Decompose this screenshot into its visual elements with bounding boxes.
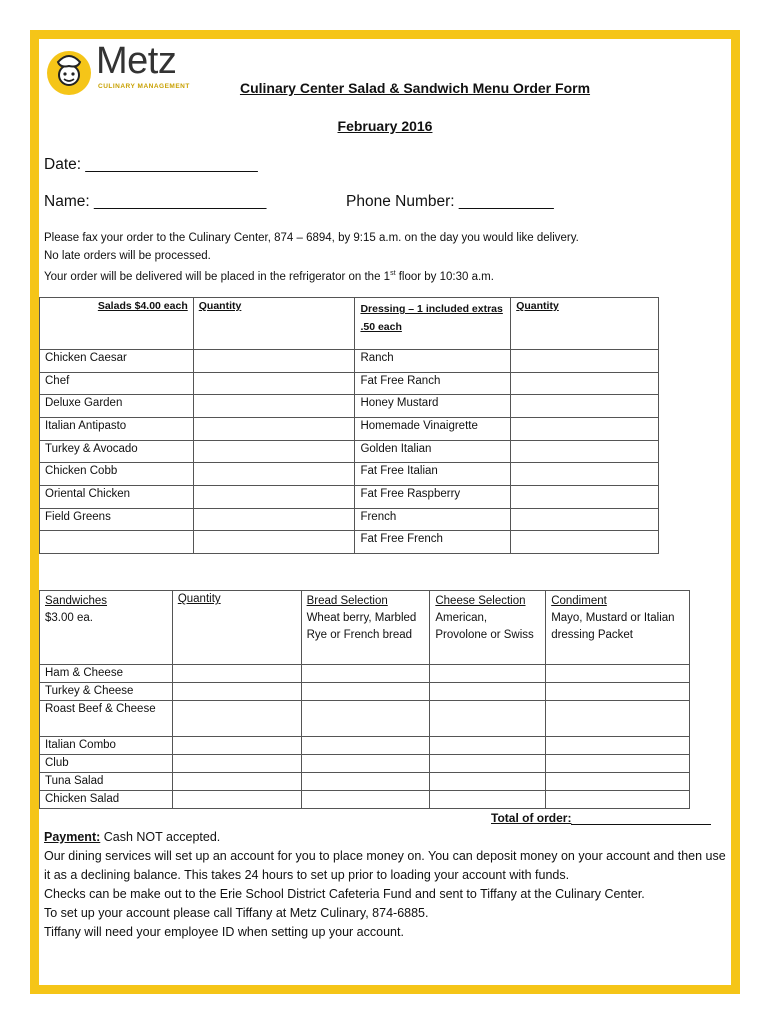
- cheese-cell[interactable]: [430, 773, 546, 791]
- cheese-cell[interactable]: [430, 737, 546, 755]
- salad-row: [40, 508, 659, 531]
- sandwich-name: Roast Beef & Cheese: [40, 701, 173, 737]
- sandwich-quantity-cell[interactable]: [172, 773, 301, 791]
- dressing-name: Fat Free Raspberry: [355, 485, 511, 508]
- condiment-cell[interactable]: [546, 683, 690, 701]
- dressing-quantity-cell[interactable]: [511, 417, 659, 440]
- condiment-cell[interactable]: [546, 701, 690, 737]
- cheese-cell[interactable]: [430, 683, 546, 701]
- cheese-cell[interactable]: [430, 755, 546, 773]
- sandwich-row: [40, 755, 690, 773]
- sandwich-row: [40, 773, 690, 791]
- cheese-cell[interactable]: [430, 701, 546, 737]
- dressing-quantity-cell[interactable]: [511, 395, 659, 418]
- dressing-col-header: Dressing – 1 included extras .50 each: [355, 298, 511, 350]
- salad-order-table: [39, 297, 659, 554]
- sandwich-quantity-cell[interactable]: [172, 737, 301, 755]
- bread-cell[interactable]: [301, 683, 430, 701]
- salad-quantity-cell[interactable]: [193, 440, 355, 463]
- sandwich-name: Tuna Salad: [40, 773, 173, 791]
- quantity-col-header: Quantity: [193, 298, 355, 350]
- salad-col-header: Salads $4.00 each: [40, 298, 194, 350]
- condiment-cell[interactable]: [546, 737, 690, 755]
- salad-name: Deluxe Garden: [40, 395, 194, 418]
- cheese-cell[interactable]: [430, 665, 546, 683]
- dressing-name: Golden Italian: [355, 440, 511, 463]
- payment-account-info: Our dining services will set up an account for you to place money on. You can deposit money on your account and then use it as a declining balance. This takes 24 hours to set up prior to loading your account with funds.: [44, 849, 726, 882]
- sandwich-header-row: [40, 591, 690, 665]
- bread-cell[interactable]: [301, 791, 430, 809]
- dressing-quantity-cell[interactable]: [511, 485, 659, 508]
- salad-row: [40, 372, 659, 395]
- sandwich-row: [40, 665, 690, 683]
- cheese-header: Cheese Selection: [435, 595, 526, 607]
- salad-name: Italian Antipasto: [40, 417, 194, 440]
- name-field[interactable]: Name: ____________________: [44, 193, 267, 210]
- dressing-quantity-col-header: Quantity: [511, 298, 659, 350]
- payment-employee-id-info: Tiffany will need your employee ID when setting up your account.: [44, 925, 404, 939]
- dressing-quantity-cell[interactable]: [511, 463, 659, 486]
- salad-name: Oriental Chicken: [40, 485, 194, 508]
- dressing-quantity-cell[interactable]: [511, 372, 659, 395]
- sandwiches-header: Sandwiches: [45, 595, 108, 607]
- phone-field[interactable]: Phone Number: ___________: [346, 193, 554, 210]
- cheese-cell[interactable]: [430, 791, 546, 809]
- logo-tagline: CULINARY MANAGEMENT: [98, 83, 190, 90]
- salad-quantity-cell[interactable]: [193, 350, 355, 373]
- date-field[interactable]: Date: ____________________: [44, 156, 258, 173]
- instruction-fax: Please fax your order to the Culinary Center, 874 – 6894, by 9:15 a.m. on the day you would like delivery.: [44, 232, 579, 244]
- sandwich-name: Ham & Cheese: [40, 665, 173, 683]
- bread-cell[interactable]: [301, 737, 430, 755]
- salad-quantity-cell[interactable]: [193, 485, 355, 508]
- salad-name: Chef: [40, 372, 194, 395]
- dressing-quantity-cell[interactable]: [511, 440, 659, 463]
- salad-quantity-cell[interactable]: [193, 508, 355, 531]
- payment-checks-info: Checks can be make out to the Erie School District Cafeteria Fund and sent to Tiffany at the Culinary Center.: [44, 887, 645, 901]
- dressing-name: Fat Free French: [355, 531, 511, 554]
- condiment-header: Condiment: [551, 595, 607, 607]
- dressing-name: Honey Mustard: [355, 395, 511, 418]
- dressing-name: Fat Free Italian: [355, 463, 511, 486]
- salad-quantity-cell[interactable]: [193, 531, 355, 554]
- salad-row: [40, 531, 659, 554]
- page-title: Culinary Center Salad & Sandwich Menu Order Form: [239, 80, 591, 96]
- dressing-name: Ranch: [355, 350, 511, 373]
- sandwich-name: Chicken Salad: [40, 791, 173, 809]
- condiment-options: Mayo, Mustard or Italian dressing Packet: [551, 612, 675, 641]
- bread-cell[interactable]: [301, 665, 430, 683]
- condiment-cell[interactable]: [546, 791, 690, 809]
- cheese-options: American, Provolone or Swiss: [435, 612, 534, 641]
- sandwich-quantity-header: Quantity: [172, 591, 301, 665]
- condiment-cell[interactable]: [546, 665, 690, 683]
- sandwich-price: $3.00 ea.: [45, 612, 93, 624]
- sandwich-row: [40, 701, 690, 737]
- instructions: [44, 230, 579, 286]
- sandwich-name: Turkey & Cheese: [40, 683, 173, 701]
- payment-setup-info: To set up your account please call Tiffany at Metz Culinary, 874-6885.: [44, 906, 429, 920]
- payment-cash-note: Cash NOT accepted.: [100, 830, 221, 844]
- bread-cell[interactable]: [301, 773, 430, 791]
- dressing-name: Homemade Vinaigrette: [355, 417, 511, 440]
- sandwich-quantity-cell[interactable]: [172, 683, 301, 701]
- salad-quantity-cell[interactable]: [193, 463, 355, 486]
- dressing-quantity-cell[interactable]: [511, 508, 659, 531]
- salad-name: Chicken Cobb: [40, 463, 194, 486]
- salad-row: [40, 485, 659, 508]
- bread-cell[interactable]: [301, 701, 430, 737]
- salad-name: Chicken Caesar: [40, 350, 194, 373]
- bread-header: Bread Selection: [306, 595, 388, 607]
- total-input-line[interactable]: [571, 811, 711, 825]
- payment-label: Payment:: [44, 830, 101, 844]
- sandwich-quantity-cell[interactable]: [172, 701, 301, 737]
- sandwich-name: Italian Combo: [40, 737, 173, 755]
- salad-row: [40, 463, 659, 486]
- bread-cell[interactable]: [301, 755, 430, 773]
- salad-quantity-cell[interactable]: [193, 395, 355, 418]
- condiment-cell[interactable]: [546, 773, 690, 791]
- dressing-quantity-cell[interactable]: [511, 350, 659, 373]
- sandwich-row: [40, 683, 690, 701]
- sandwich-quantity-cell[interactable]: [172, 665, 301, 683]
- salad-row: [40, 350, 659, 373]
- sandwich-quantity-cell[interactable]: [172, 791, 301, 809]
- salad-name: Field Greens: [40, 508, 194, 531]
- salad-row: [40, 440, 659, 463]
- payment-section: [44, 828, 734, 942]
- salad-name: [40, 531, 194, 554]
- logo-brand: Metz: [96, 40, 177, 82]
- salad-quantity-cell[interactable]: [193, 417, 355, 440]
- instruction-delivery: Your order will be delivered will be placed in the refrigerator on the 1st floor by 10:30 a.m.: [44, 270, 494, 283]
- salad-row: [40, 395, 659, 418]
- dressing-quantity-cell[interactable]: [511, 531, 659, 554]
- order-total: [491, 811, 711, 825]
- salad-header-row: [40, 298, 659, 350]
- instruction-late: No late orders will be processed.: [44, 249, 211, 262]
- dressing-name: Fat Free Ranch: [355, 372, 511, 395]
- sandwich-name: Club: [40, 755, 173, 773]
- condiment-cell[interactable]: [546, 755, 690, 773]
- sandwich-order-table: [39, 590, 690, 809]
- salad-quantity-cell[interactable]: [193, 372, 355, 395]
- page-month: February 2016: [337, 118, 433, 134]
- bread-options: Wheat berry, Marbled Rye or French bread: [306, 612, 417, 641]
- sandwich-row: [40, 791, 690, 809]
- salad-name: Turkey & Avocado: [40, 440, 194, 463]
- salad-row: [40, 417, 659, 440]
- sandwich-quantity-cell[interactable]: [172, 755, 301, 773]
- dressing-name: French: [355, 508, 511, 531]
- total-label: Total of order:: [491, 811, 572, 825]
- sandwich-row: [40, 737, 690, 755]
